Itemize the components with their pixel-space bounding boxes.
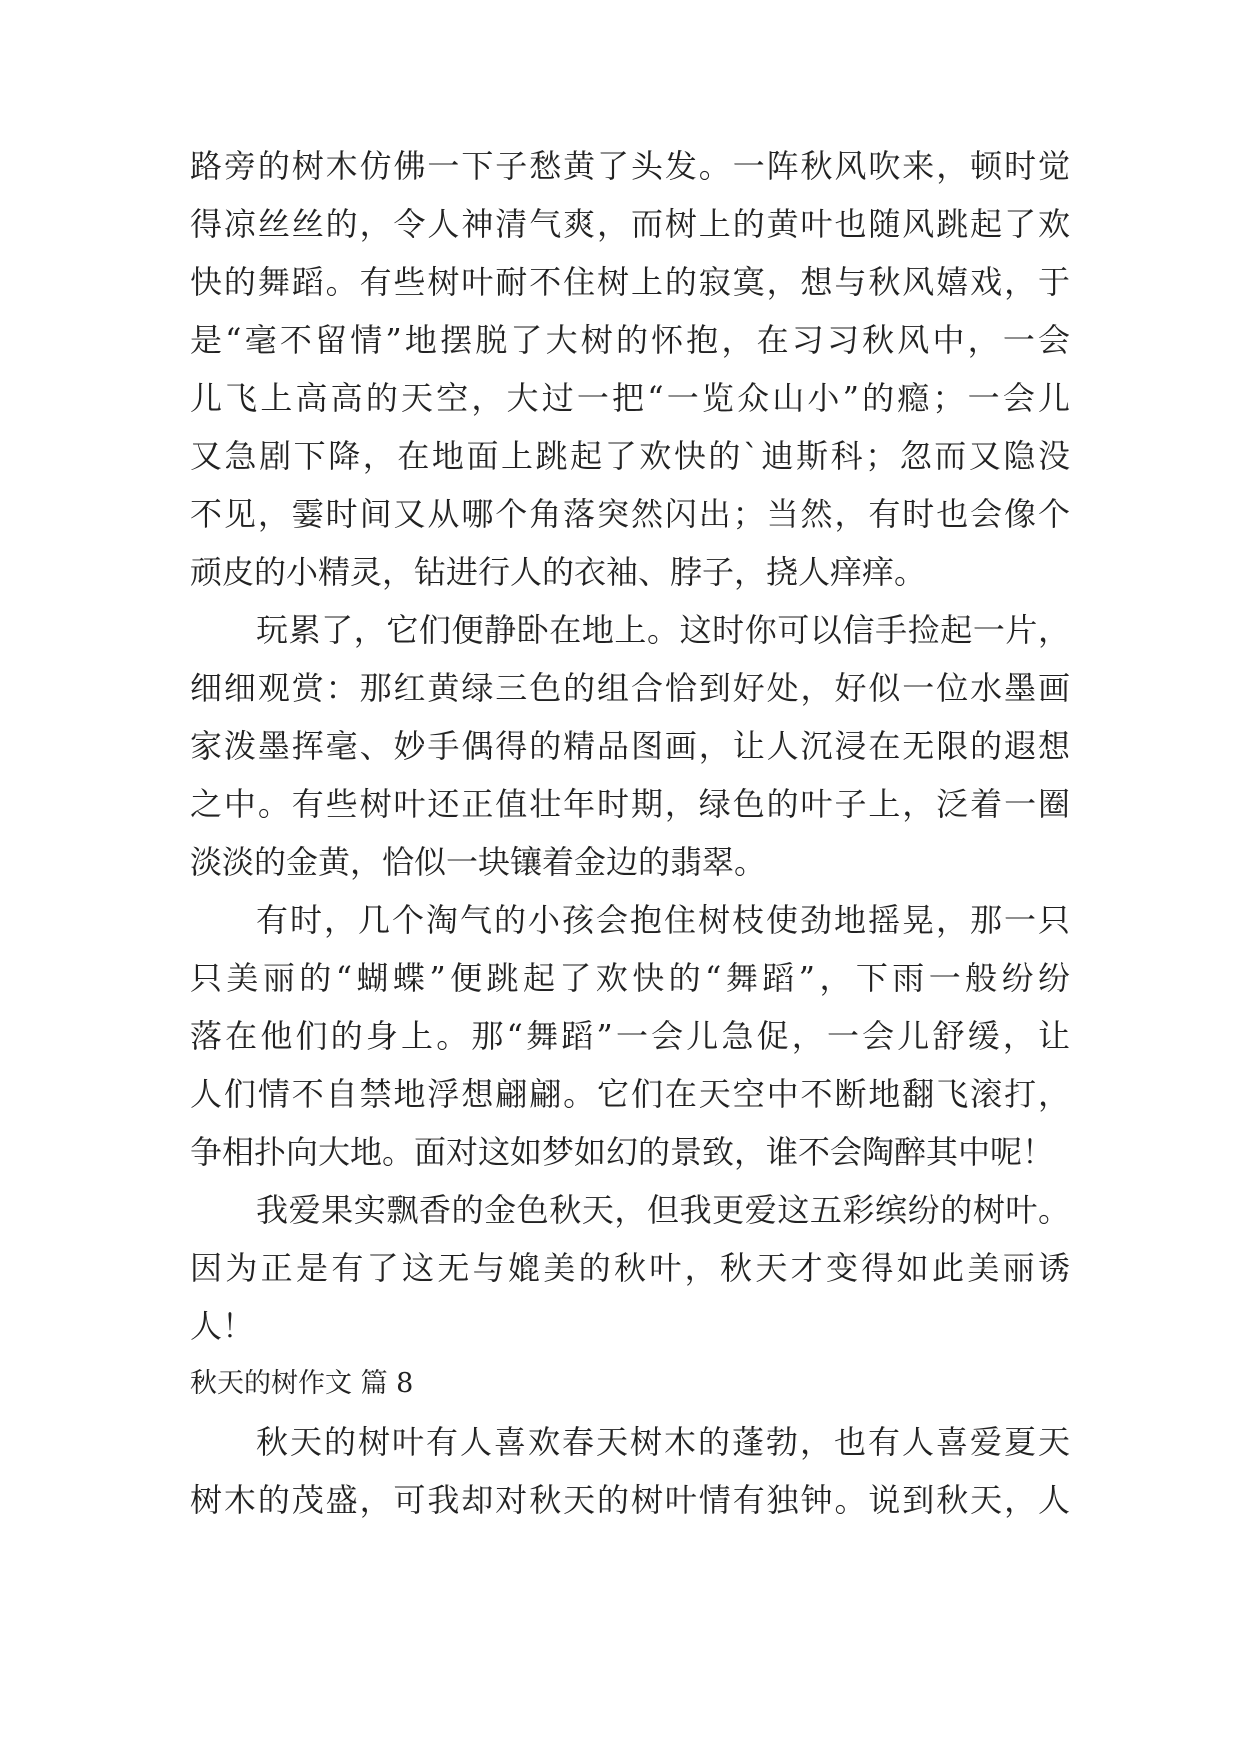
paragraph-3-line-5: 争相扑向大地。面对这如梦如幻的景致，谁不会陶醉其中呢！ [190,1133,1055,1171]
paragraph-4-line-3: 人！ [190,1307,255,1345]
paragraph-4-line-2: 因为正是有了这无与媲美的秋叶，秋天才变得如此美丽诱 [190,1249,1070,1287]
paragraph-1-line-1: 路旁的树木仿佛一下子愁黄了头发。一阵秋风吹来，顿时觉 [190,147,1070,185]
paragraph-1-line-2: 得凉丝丝的，令人神清气爽，而树上的黄叶也随风跳起了欢 [190,205,1070,243]
paragraph-2-line-2: 细细观赏：那红黄绿三色的组合恰到好处，好似一位水墨画 [190,669,1070,707]
paragraph-1-line-6: 又急剧下降，在地面上跳起了欢快的`迪斯科；忽而又隐没 [190,437,1070,475]
paragraph-2-line-3: 家泼墨挥毫、妙手偶得的精品图画，让人沉浸在无限的遐想 [190,727,1070,765]
paragraph-3-line-3: 落在他们的身上。那“舞蹈”一会儿急促，一会儿舒缓，让 [190,1017,1070,1055]
section-heading: 秋天的树作文 篇 8 [190,1368,414,1399]
paragraph-2-line-4: 之中。有些树叶还正值壮年时期，绿色的叶子上，泛着一圈 [190,785,1070,823]
paragraph-3-line-2: 只美丽的“蝴蝶”便跳起了欢快的“舞蹈”，下雨一般纷纷 [190,959,1070,997]
paragraph-1-line-4: 是“毫不留情”地摆脱了大树的怀抱，在习习秋风中，一会 [190,321,1070,359]
paragraph-3-line-4: 人们情不自禁地浮想翩翩。它们在天空中不断地翻飞滚打， [190,1075,1070,1113]
paragraph-4-line-1: 我爱果实飘香的金色秋天，但我更爱这五彩缤纷的树叶。 [256,1191,1070,1229]
paragraph-1-line-8: 顽皮的小精灵，钻进行人的衣袖、脖子，挠人痒痒。 [190,553,927,591]
paragraph-5-line-2: 树木的茂盛，可我却对秋天的树叶情有独钟。说到秋天，人 [190,1481,1070,1519]
paragraph-1-line-7: 不见，霎时间又从哪个角落突然闪出；当然，有时也会像个 [190,495,1070,533]
paragraph-2-line-1: 玩累了，它们便静卧在地上。这时你可以信手捡起一片， [256,611,1070,649]
paragraph-5-line-1: 秋天的树叶有人喜欢春天树木的蓬勃，也有人喜爱夏天 [256,1423,1070,1461]
paragraph-1-line-5: 儿飞上高高的天空，大过一把“一览众山小”的瘾；一会儿 [190,379,1070,417]
paragraph-2-line-5: 淡淡的金黄，恰似一块镶着金边的翡翠。 [190,843,767,881]
paragraph-1-line-3: 快的舞蹈。有些树叶耐不住树上的寂寞，想与秋风嬉戏，于 [190,263,1070,301]
paragraph-3-line-1: 有时，几个淘气的小孩会抱住树枝使劲地摇晃，那一只 [256,901,1070,939]
